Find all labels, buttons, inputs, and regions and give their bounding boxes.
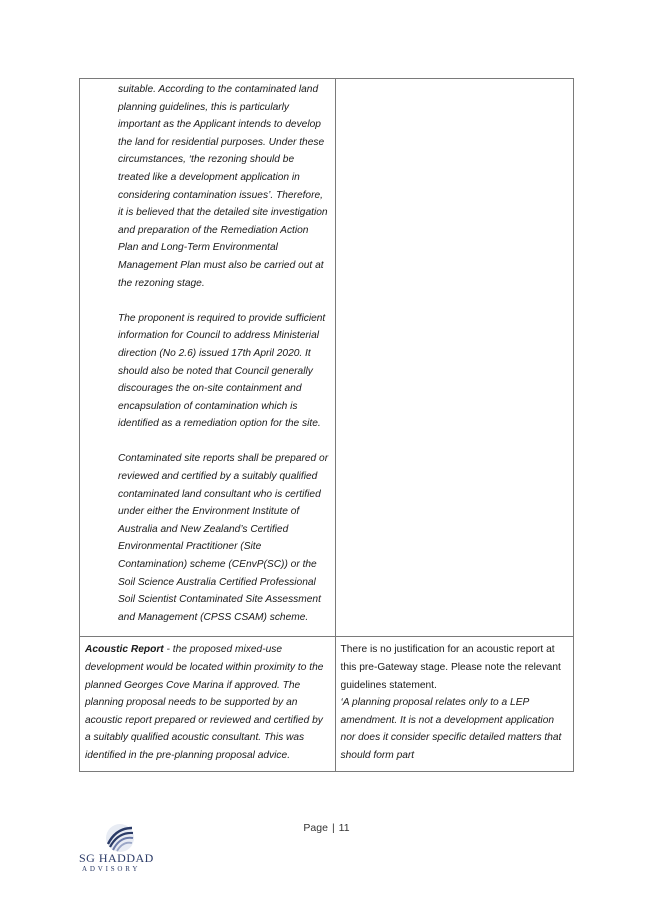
acoustic-report-body: - the proposed mixed-use development would be located within proximity to the planned Georges Cove Marina if approved. The planning proposal needs to be supported by an acoustic report prepared or reviewed and certified by a suitably qualified acoustic consultant. This was identified in the pre-planning proposal advice. — [85, 644, 324, 761]
acoustic-report-heading: Acoustic Report — [85, 644, 164, 656]
acoustic-response-cell — [335, 637, 573, 771]
acoustic-report-text — [80, 637, 335, 770]
response-cell-empty — [335, 79, 573, 637]
page-number: Page | 11 — [303, 822, 350, 834]
logo-subtitle: ADVISORY — [82, 865, 141, 873]
contamination-cell — [80, 79, 336, 637]
table-row — [80, 637, 574, 771]
guidelines-quote: ‘A planning proposal relates only to a LEP amendment. It is not a development application nor does it consider specific detailed matters that should form part — [340, 697, 562, 761]
contamination-text — [80, 79, 335, 636]
table-row — [80, 79, 574, 637]
acoustic-response-text — [336, 637, 573, 764]
content-table — [79, 78, 574, 772]
logo-name: SG HADDAD — [79, 851, 154, 865]
response-paragraph: There is no justification for an acoustic report at this pre-Gateway stage. Please note the relevant guidelines statement. — [340, 644, 561, 691]
acoustic-report-cell — [80, 637, 336, 771]
paragraph: suitable. According to the contaminated land planning guidelines, this is particularly important as the Applicant intends to develop the land for residential purposes. Under these circumstances, ‘the rezoning should be treated like a development application in considering contamination issues’. Therefore, it is believed that the detailed site investigation and preparation of the Remediation Action Plan and Long-Term Environmental Management Plan must also be carried out at the rezoning stage. — [118, 84, 328, 289]
paragraph: The proponent is required to provide sufficient information for Council to address Ministerial direction (No 2.6) issued 17th April 2020. It should also be noted that Council generally discourages the on-site containment and encapsulation of contamination which is identified as a remediation option for the site. — [118, 312, 326, 430]
paragraph: Contaminated site reports shall be prepared or reviewed and certified by a suitably qualified contaminated land consultant who is certified under either the Environment Institute of Australia and New Zealand’s Certified Environmental Practitioner (Site Contamination) scheme (CEnvP(SC)) or the Soil Science Australia Certified Professional Soil Scientist Contaminated Site Assessment and Management (CPSS CSAM) scheme. — [118, 453, 329, 623]
